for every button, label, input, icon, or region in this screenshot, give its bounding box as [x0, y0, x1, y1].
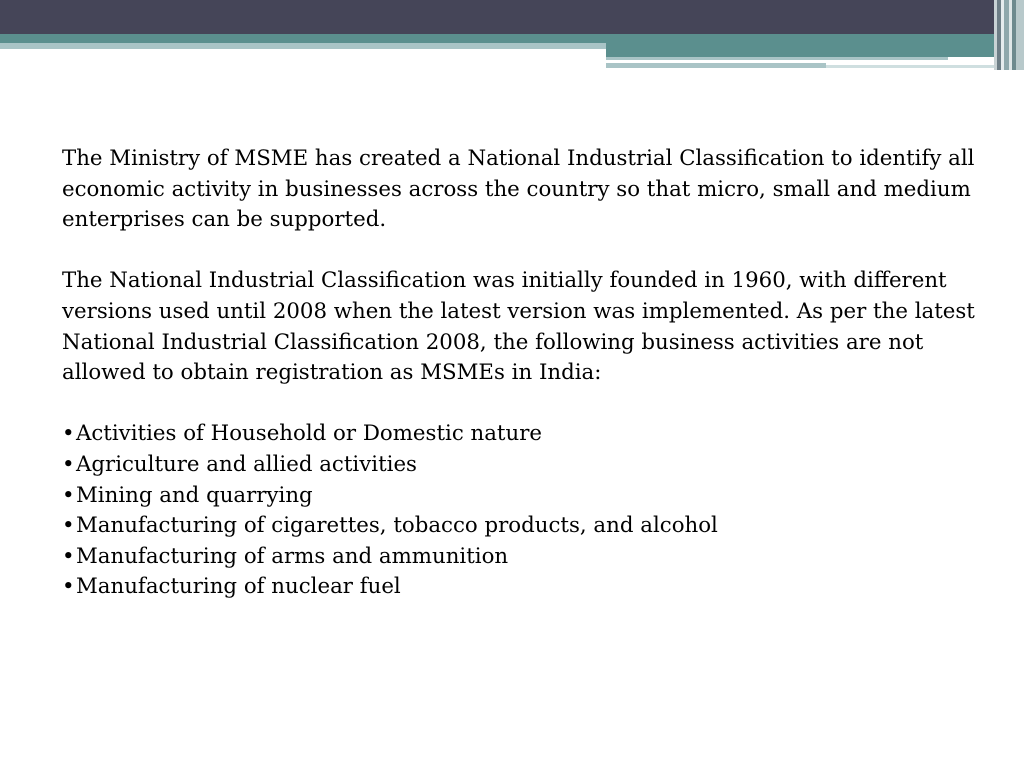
bullet-icon: •: [62, 451, 75, 477]
list-item-text: Mining and quarrying: [76, 482, 313, 508]
header-teal-bar: [0, 34, 1024, 43]
list-item: [62, 450, 982, 481]
bullet-icon: •: [62, 421, 75, 447]
paragraph-gap: [62, 389, 982, 420]
header-right-teal-block: [606, 43, 1024, 57]
header-accent-line: [606, 57, 948, 60]
list-item-text: Manufacturing of nuclear fuel: [76, 574, 401, 600]
list-item-text: Manufacturing of cigarettes, tobacco products, and alcohol: [76, 513, 718, 539]
list-item-text: Manufacturing of arms and ammunition: [76, 543, 509, 569]
header-dark-bar: [0, 0, 1024, 34]
paragraph-history: The National Industrial Classification was initially founded in 1960, with different versions used until 2008 when the latest version was implemented. As per the latest National Industrial Classification 2008, the following business activities are not allowed to obtain registration as MSMEs in India:: [62, 268, 975, 386]
list-item: [62, 572, 982, 603]
list-item: [62, 419, 982, 450]
slide-body: [62, 144, 982, 603]
bullet-icon: •: [62, 543, 75, 569]
header-light-bar: [0, 43, 606, 49]
header-accent-line: [826, 65, 994, 68]
list-item: [62, 511, 982, 542]
excluded-activities-list: [62, 419, 982, 603]
list-item: [62, 542, 982, 573]
header-accent-line: [606, 63, 826, 68]
paragraph-gap: [62, 236, 982, 267]
list-item: [62, 481, 982, 512]
bullet-icon: •: [62, 482, 75, 508]
bullet-icon: •: [62, 513, 75, 539]
header-vertical-stripes: [994, 0, 1024, 70]
bullet-icon: •: [62, 574, 75, 600]
list-item-text: Activities of Household or Domestic nature: [76, 421, 542, 447]
list-item-text: Agriculture and allied activities: [76, 451, 417, 477]
paragraph-intro: The Ministry of MSME has created a National Industrial Classification to identify all economic activity in businesses across the country so that micro, small and medium enterprises can be supported.: [62, 146, 975, 233]
